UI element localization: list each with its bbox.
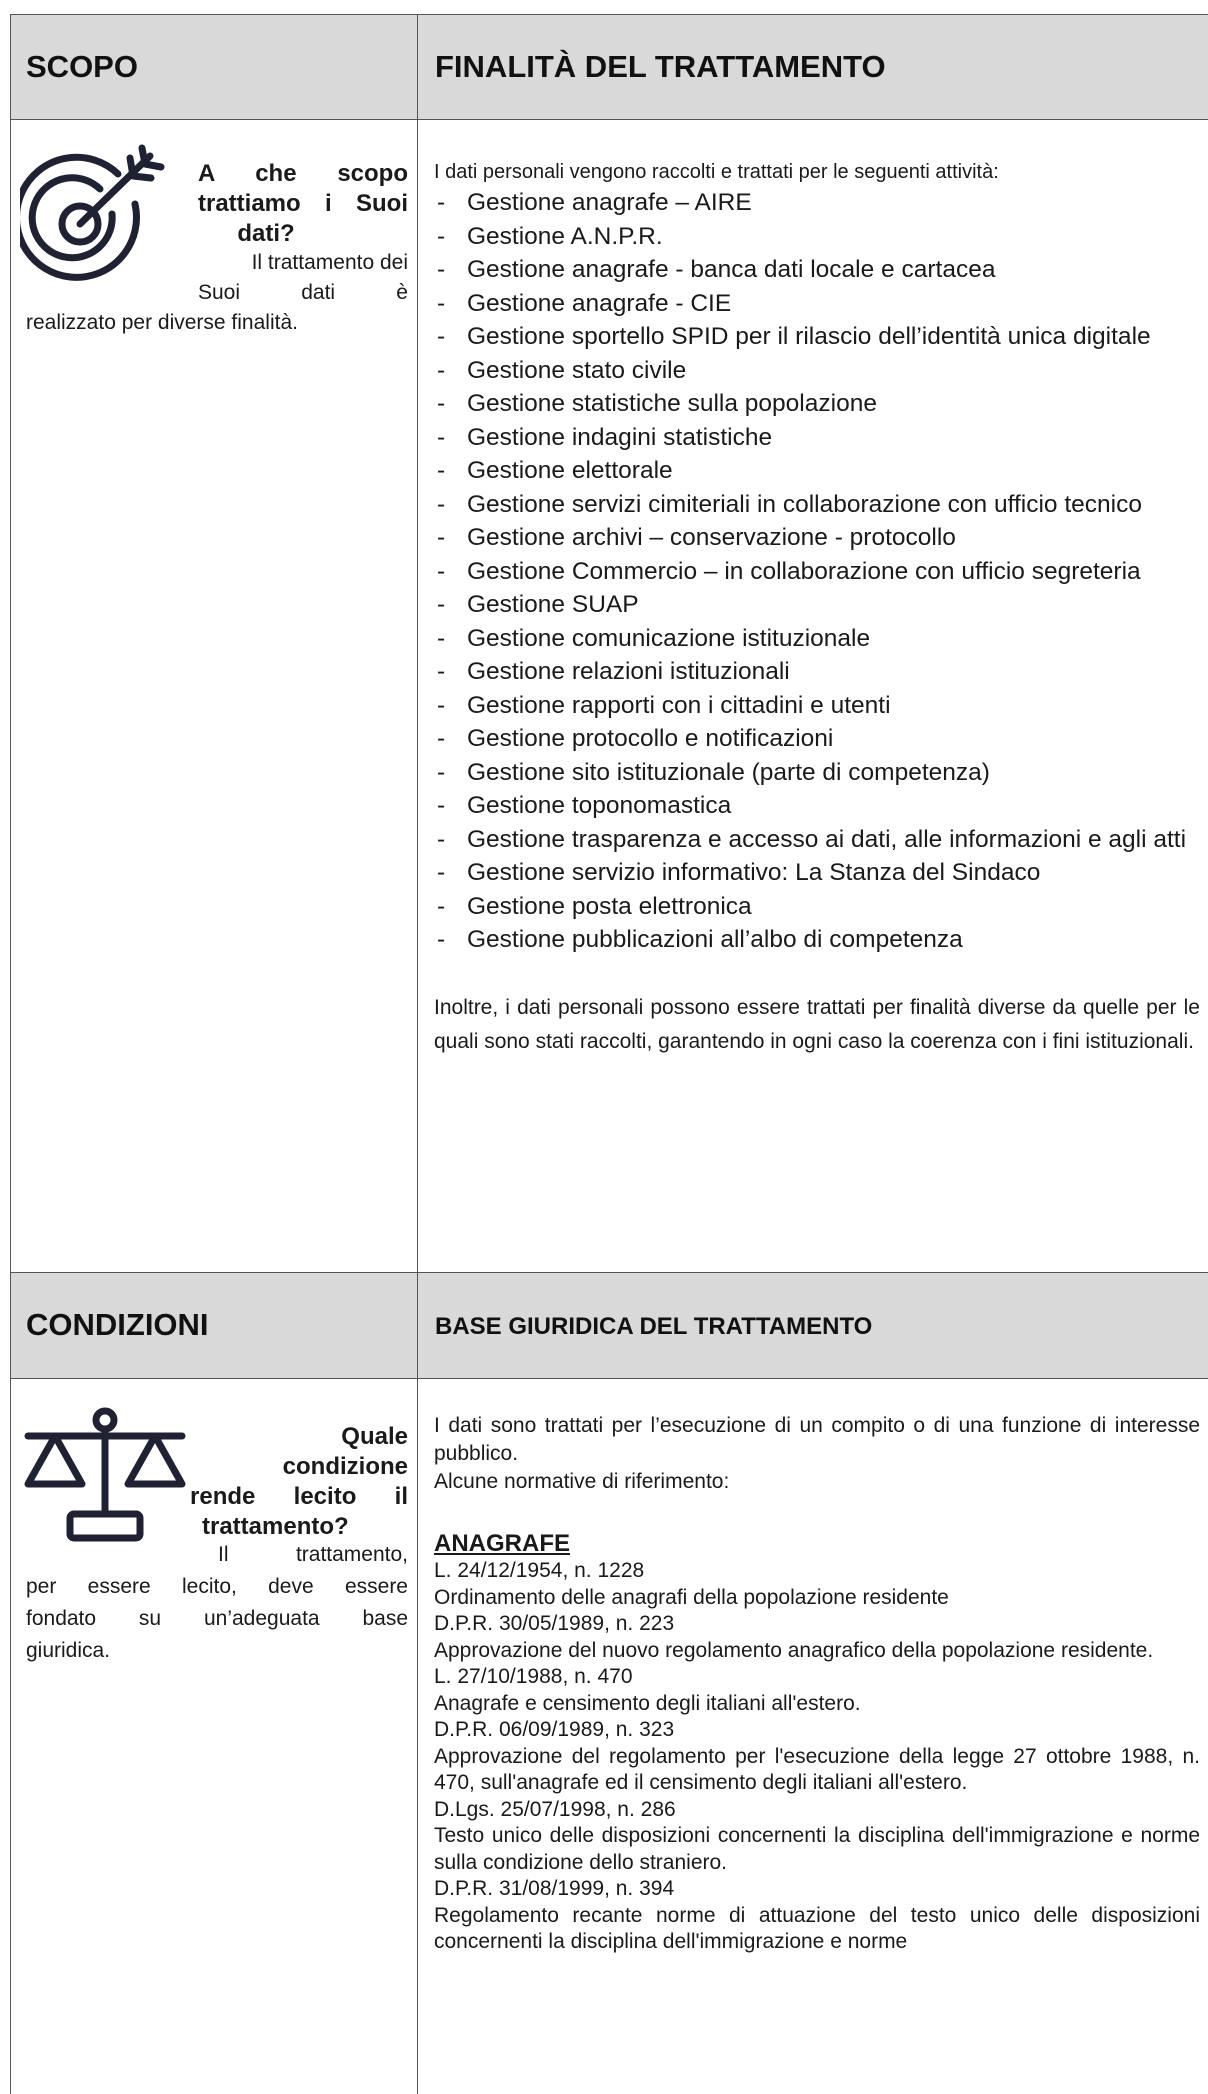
activity-item: - Gestione pubblicazioni all’albo di competenza [434,923,1200,957]
condizioni-question [190,1422,408,1542]
activity-item: - Gestione comunicazione istituzionale [434,622,1200,656]
activity-item: - Gestione servizi cimiteriali in collaborazione con ufficio tecnico [434,488,1200,522]
condizioni-question-line-1: Quale [341,1423,408,1450]
law-reference: D.P.R. 30/05/1989, n. 223 [434,1612,675,1635]
scopo-question-line-2: trattiamo i Suoi [198,190,408,217]
activity-item: - Gestione archivi – conservazione - protocollo [434,521,1200,555]
table-border-row-2 [10,1272,1208,1273]
scopo-answer-line-1: Il trattamento dei [251,251,408,274]
activity-list [434,186,1200,957]
activity-item: - Gestione statistiche sulla popolazione [434,387,1200,421]
scopo-question [198,159,408,249]
scales-icon [20,1406,190,1546]
condizioni-answer-line-1: Il trattamento, [218,1543,408,1566]
condizioni-answer-line-2: per essere lecito, deve essere [26,1575,408,1598]
condizioni-question-line-2: condizione [282,1453,408,1480]
activity-item: - Gestione anagrafe - banca dati locale e cartacea [434,253,1200,287]
table-border-row-3 [10,1378,1208,1379]
law-reference: D.Lgs. 25/07/1998, n. 286 [434,1797,676,1821]
law-description: Approvazione del nuovo regolamento anagrafico della popolazione residente. [434,1638,1154,1662]
law-description: Ordinamento delle anagrafi della popolazione residente [434,1585,949,1609]
law-reference: D.P.R. 31/08/1999, n. 394 [434,1877,675,1900]
scopo-question-line-3: dati? [237,220,295,247]
activity-item: - Gestione toponomastica [434,789,1200,823]
finalita-content [434,159,1200,1059]
law-description: Testo unico delle disposizioni concernenti la disciplina dell'immigrazione e norme sulla condizione dello straniero. [434,1824,1200,1874]
law-description: Regolamento recante norme di attuazione del testo unico delle disposizioni concernenti la disciplina dell'immigrazione e norme [434,1903,1200,1953]
base-giuridica-intro: I dati sono trattati per l’esecuzione di un compito o di una funzione di interesse pubblico. [434,1414,1200,1465]
activity-item: - Gestione SUAP [434,588,1200,622]
activity-item: - Gestione sito istituzionale (parte di competenza) [434,756,1200,790]
scopo-question-line-1: A che scopo [198,160,408,187]
privacy-info-table [10,14,1208,2094]
activity-item: - Gestione Commercio – in collaborazione con ufficio segreteria [434,555,1200,589]
condizioni-question-line-4: trattamento? [202,1513,349,1540]
table-border-left [10,14,11,2094]
activity-item: - Gestione sportello SPID per il rilascio dell’identità unica digitale [434,320,1200,354]
table-border-top [10,14,1208,15]
scopo-answer-line-3: realizzato per diverse finalità. [26,311,298,334]
table-border-middle [417,14,418,2094]
activity-item: - Gestione servizio informativo: La Stanza del Sindaco [434,856,1200,890]
condizioni-answer-line-3: fondato su un’adeguata base [26,1607,408,1630]
condizioni-question-line-3: rende lecito il [190,1483,408,1510]
condizioni-answer-line-4: giuridica. [26,1639,111,1662]
law-reference: D.P.R. 06/09/1989, n. 323 [434,1718,675,1741]
finalita-header-label: FINALITÀ DEL TRATTAMENTO [435,49,886,84]
activity-item: - Gestione protocollo e notificazioni [434,722,1200,756]
target-icon [20,144,180,284]
activity-item: - Gestione anagrafe - CIE [434,287,1200,321]
activity-item: - Gestione indagini statistiche [434,421,1200,455]
law-description: Approvazione del regolamento per l'esecuzione della legge 27 ottobre 1988, n. 470, sull'anagrafe ed il censimento degli italiani all'estero. [434,1744,1200,1794]
activity-item: - Gestione trasparenza e accesso ai dati, alle informazioni e agli atti [434,823,1200,857]
base-giuridica-content [434,1412,1200,1956]
base-giuridica-intro-2: Alcune normative di riferimento: [434,1470,730,1493]
scopo-answer-line-2: Suoi dati è [198,281,408,304]
base-giuridica-header-label: BASE GIURIDICA DEL TRATTAMENTO [435,1313,873,1340]
activity-item: - Gestione A.N.P.R. [434,220,1200,254]
law-description: Anagrafe e censimento degli italiani all'estero. [434,1691,861,1715]
activity-item: - Gestione elettorale [434,454,1200,488]
activity-item: - Gestione rapporti con i cittadini e utenti [434,689,1200,723]
anagrafe-heading: ANAGRAFE [434,1530,570,1557]
law-reference: L. 24/12/1954, n. 1228 [434,1559,645,1582]
table-border-row-1 [10,119,1208,120]
activity-item: - Gestione anagrafe – AIRE [434,186,1200,220]
scopo-header-label: SCOPO [26,49,138,84]
activity-item: - Gestione stato civile [434,354,1200,388]
finalita-closing-paragraph: Inoltre, i dati personali possono essere trattati per finalità diverse da quelle per le quali sono stati raccolti, garantendo in ogni caso la coerenza con i fini istituzionali. [434,995,1200,1053]
finalita-intro: I dati personali vengono raccolti e trattati per le seguenti attività: [434,161,999,183]
law-list [434,1558,1200,1956]
condizioni-header-label: CONDIZIONI [26,1307,209,1342]
activity-item: - Gestione posta elettronica [434,890,1200,924]
law-reference: L. 27/10/1988, n. 470 [434,1665,633,1688]
activity-item: - Gestione relazioni istituzionali [434,655,1200,689]
